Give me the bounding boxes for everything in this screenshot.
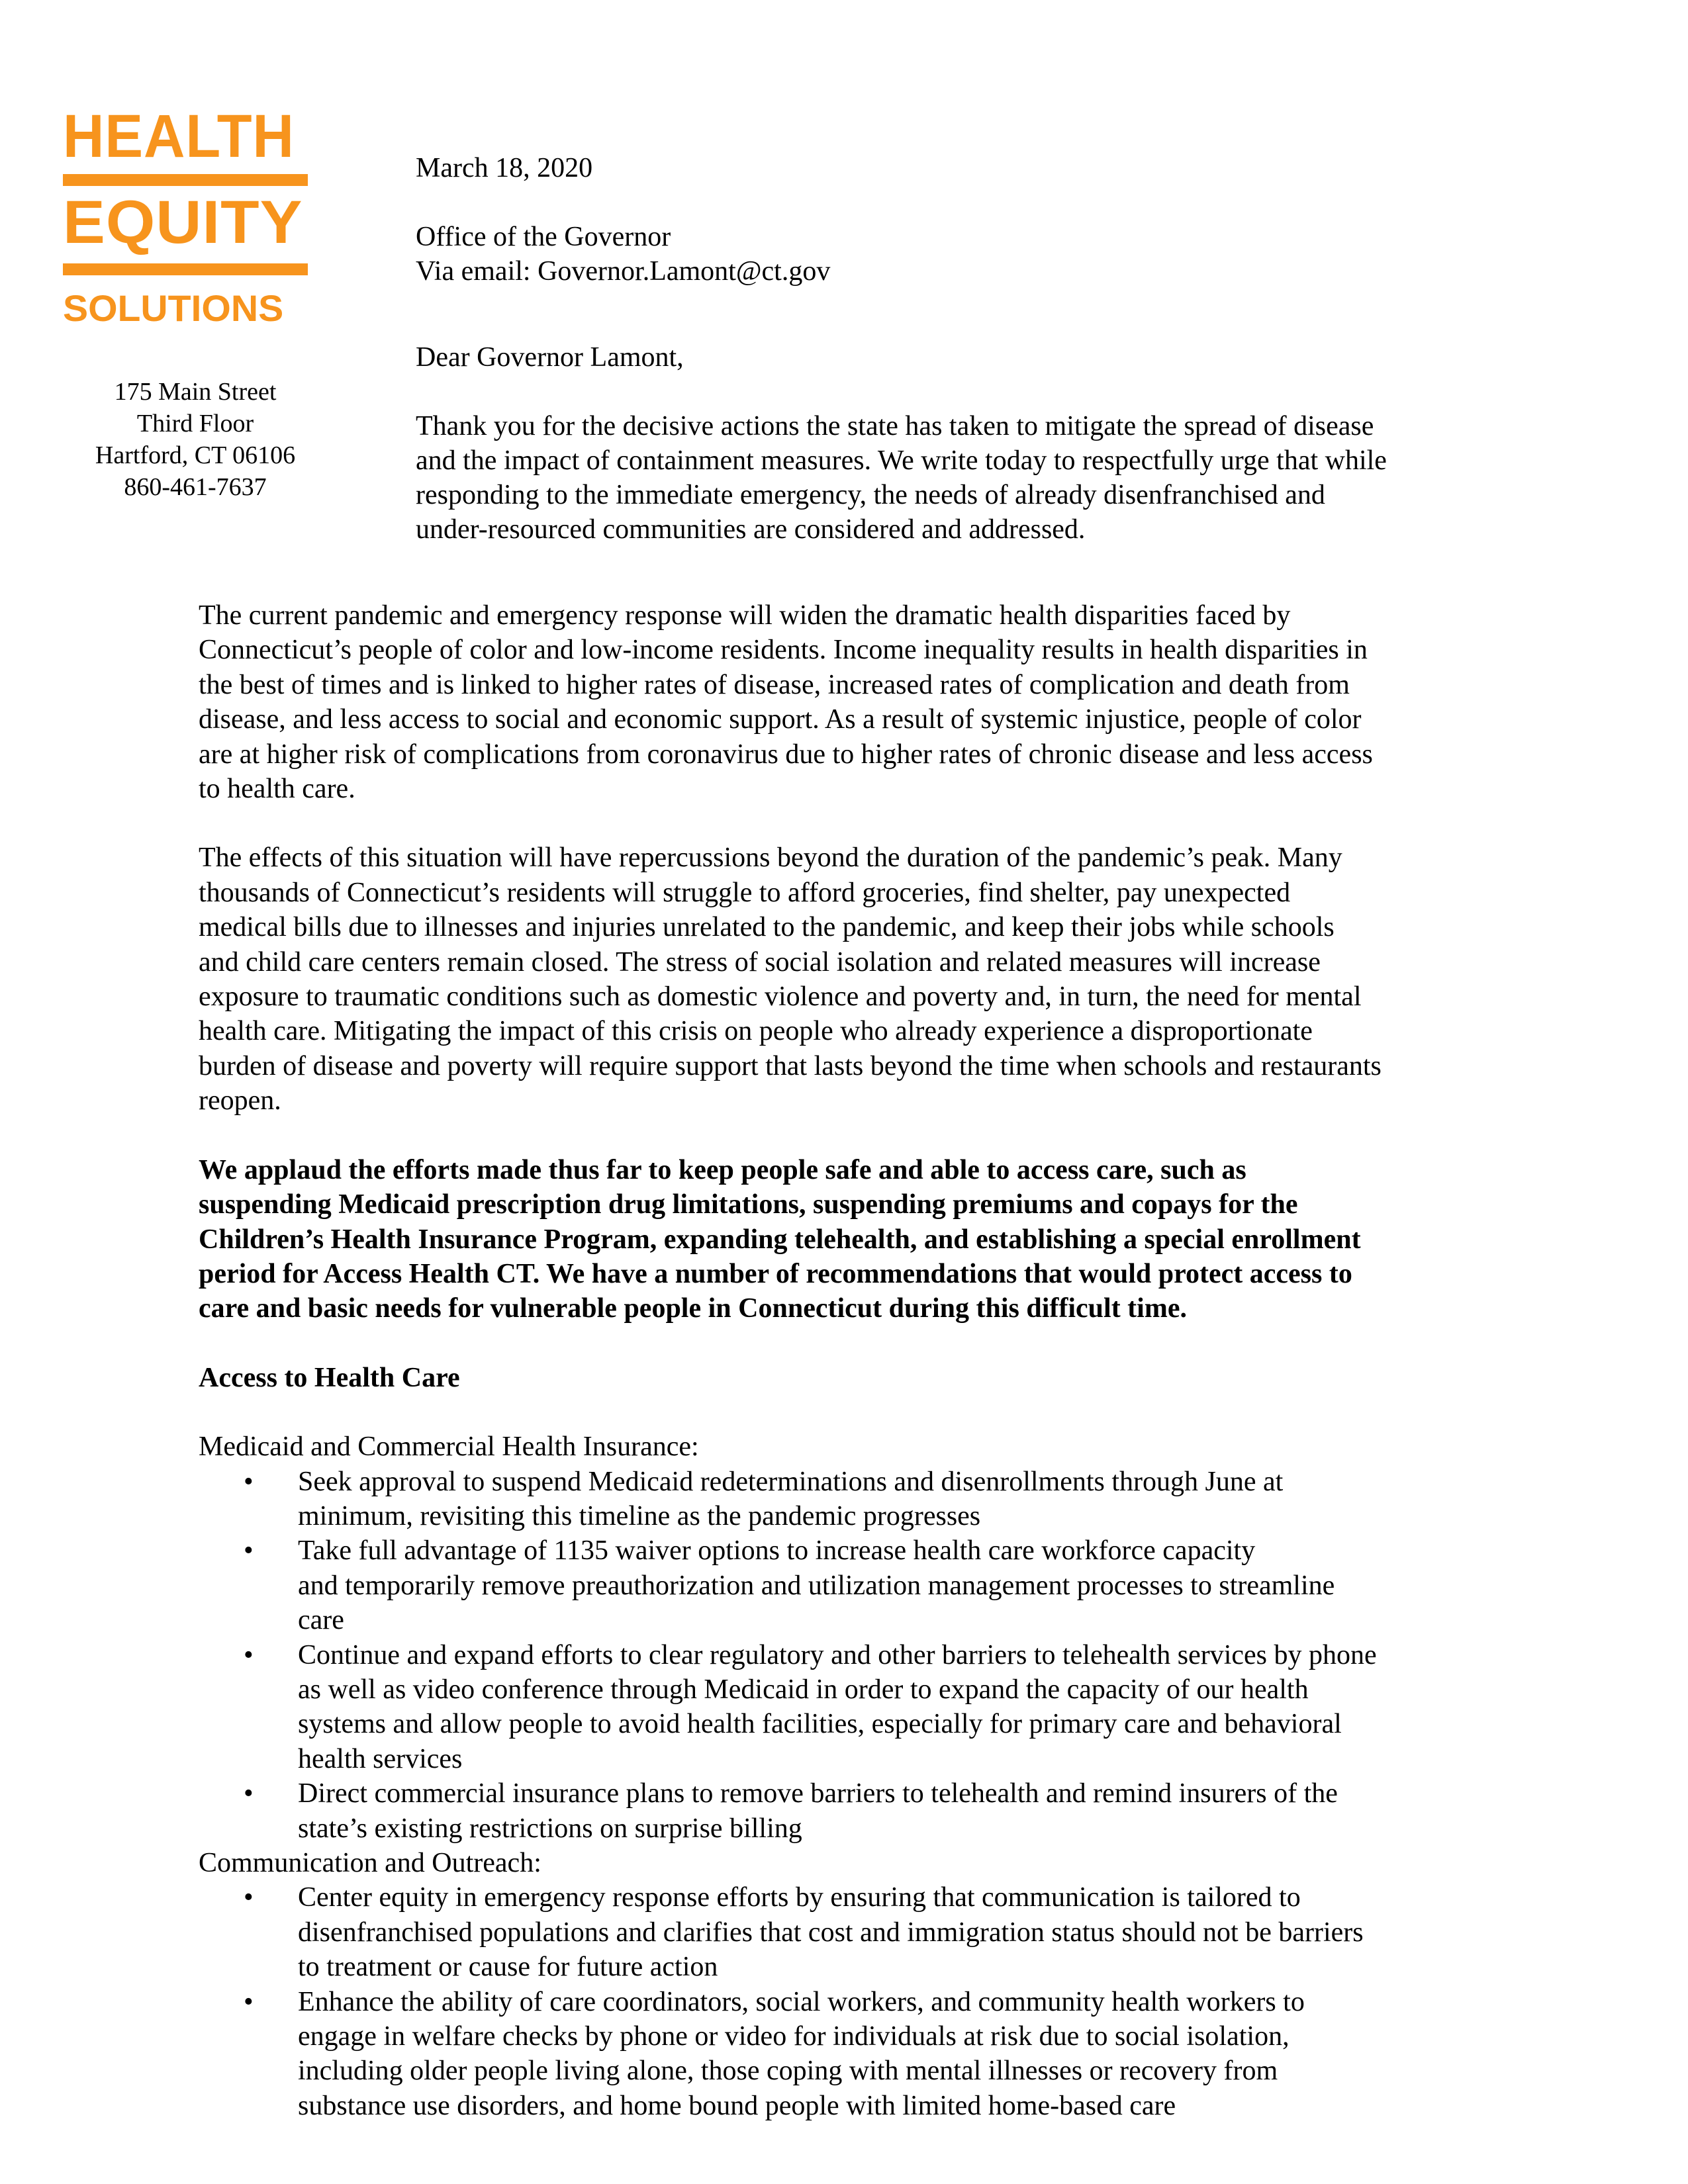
letter-recipient: Office of the Governor: [416, 222, 671, 252]
paragraph-line: under-resourced communities are considered and addressed.: [416, 514, 1086, 545]
list-item-line: Enhance the ability of care coordinators, social workers, and community health workers to: [298, 1986, 1305, 2017]
letter-date: March 18, 2020: [416, 153, 593, 183]
address-phone: 860-461-7637: [124, 473, 267, 501]
list-item-line: disenfranchised populations and clarifies that cost and immigration status should not be barriers: [298, 1917, 1364, 1948]
address-floor: Third Floor: [136, 410, 254, 437]
list-item-line: minimum, revisiting this timeline as the pandemic progresses: [298, 1500, 981, 1531]
paragraph-line: reopen.: [199, 1085, 281, 1116]
paragraph-line: Children’s Health Insurance Program, expanding telehealth, and establishing a special enrollment: [199, 1224, 1361, 1255]
list-item: [199, 1880, 1509, 1984]
outreach-recommendations-list: [199, 1880, 1509, 2123]
insurance-recommendations-list: [199, 1465, 1509, 1846]
bullet-icon: •: [244, 1639, 254, 1670]
disparities-paragraph: [199, 598, 1509, 806]
list-item-line: including older people living alone, those coping with mental illnesses or recovery from: [298, 2056, 1278, 2087]
paragraph-line: to health care.: [199, 774, 355, 805]
logo-word-health: HEALTH: [63, 103, 295, 170]
list-item: [199, 1533, 1509, 1637]
paragraph-line: Thank you for the decisive actions the state has taken to mitigate the spread of disease: [416, 411, 1374, 441]
paragraph-line: We applaud the efforts made thus far to keep people safe and able to access care, such as: [199, 1154, 1246, 1185]
paragraph-line: period for Access Health CT. We have a number of recommendations that would protect access to: [199, 1258, 1352, 1289]
paragraph-line: health care. Mitigating the impact of this crisis on people who already experience a disproportionate: [199, 1016, 1313, 1047]
list-item-line: Take full advantage of 1135 waiver options to increase health care workforce capacity: [298, 1535, 1256, 1567]
list-item: [199, 1985, 1509, 2124]
paragraph-line: are at higher risk of complications from coronavirus due to higher rates of chronic disease and less access: [199, 739, 1373, 770]
letter-header: [416, 151, 1488, 547]
letter-body: [199, 598, 1509, 2123]
paragraph-line: disease, and less access to social and economic support. As a result of systemic injustice, people of color: [199, 704, 1362, 735]
paragraph-line: care and basic needs for vulnerable people in Connecticut during this difficult time.: [199, 1293, 1187, 1324]
logo-divider-bar: [63, 263, 308, 275]
paragraph-line: and child care centers remain closed. The stress of social isolation and related measures will increase: [199, 946, 1321, 978]
list-item-line: state’s existing restrictions on surprise billing: [298, 1813, 802, 1844]
intro-paragraph: [416, 409, 1488, 547]
list-item: [199, 1465, 1509, 1534]
subsection-heading-outreach: Communication and Outreach:: [199, 1848, 541, 1878]
bullet-icon: •: [244, 1882, 254, 1913]
address-city: Hartford, CT 06106: [95, 441, 296, 469]
paragraph-line: Connecticut’s people of color and low-income residents. Income inequality results in health disparities in: [199, 635, 1368, 666]
list-item-line: Continue and expand efforts to clear regulatory and other barriers to telehealth services by phone: [298, 1639, 1377, 1670]
paragraph-line: burden of disease and poverty will require support that lasts beyond the time when schools and restaurants: [199, 1050, 1382, 1081]
paragraph-line: exposure to traumatic conditions such as domestic violence and poverty and, in turn, the need for mental: [199, 981, 1362, 1013]
list-item: [199, 1776, 1509, 1846]
section-heading: Access to Health Care: [199, 1362, 460, 1393]
list-item: [199, 1638, 1509, 1777]
list-item-line: care: [298, 1605, 344, 1636]
organization-logo: [63, 103, 314, 334]
letter-recipient-email: Via email: Governor.Lamont@ct.gov: [416, 256, 831, 287]
list-item-line: engage in welfare checks by phone or video for individuals at risk due to social isolation,: [298, 2021, 1289, 2052]
list-item-line: and temporarily remove preauthorization and utilization management processes to streamline: [298, 1570, 1335, 1601]
logo-divider-bar: [63, 174, 308, 186]
bullet-icon: •: [244, 1986, 254, 2017]
list-item-line: health services: [298, 1743, 463, 1774]
list-item-line: systems and allow people to avoid health facilities, especially for primary care and behavioral: [298, 1709, 1342, 1740]
logo-word-equity: EQUITY: [63, 189, 303, 256]
list-item-line: Direct commercial insurance plans to remove barriers to telehealth and remind insurers of the: [298, 1778, 1338, 1809]
paragraph-line: medical bills due to illnesses and injuries unrelated to the pandemic, and keep their jobs while schools: [199, 912, 1335, 943]
bullet-icon: •: [244, 1535, 254, 1567]
paragraph-line: and the impact of containment measures. We write today to respectfully urge that while: [416, 445, 1387, 476]
subsection-heading-insurance: Medicaid and Commercial Health Insurance:: [199, 1432, 699, 1463]
paragraph-line: thousands of Connecticut’s residents will struggle to afford groceries, find shelter, pay unexpected: [199, 877, 1291, 908]
list-item-line: as well as video conference through Medicaid in order to expand the capacity of our health: [298, 1674, 1309, 1705]
letter-salutation: Dear Governor Lamont,: [416, 342, 684, 373]
bullet-icon: •: [244, 1466, 254, 1497]
repercussions-paragraph: [199, 841, 1509, 1118]
list-item-line: Seek approval to suspend Medicaid redeterminations and disenrollments through June at: [298, 1466, 1284, 1497]
paragraph-line: the best of times and is linked to higher rates of disease, increased rates of complication and death from: [199, 669, 1350, 700]
paragraph-line: The current pandemic and emergency response will widen the dramatic health disparities faced by: [199, 600, 1291, 631]
list-item-line: substance use disorders, and home bound people with limited home-based care: [298, 2090, 1176, 2121]
paragraph-line: responding to the immediate emergency, the needs of already disenfranchised and: [416, 480, 1325, 510]
address-street: 175 Main Street: [114, 378, 277, 406]
logo-word-solutions: SOLUTIONS: [63, 287, 284, 329]
list-item-line: Center equity in emergency response efforts by ensuring that communication is tailored to: [298, 1882, 1301, 1913]
applaud-paragraph: [199, 1153, 1509, 1326]
list-item-line: to treatment or cause for future action: [298, 1952, 718, 1983]
paragraph-line: The effects of this situation will have repercussions beyond the duration of the pandemic’s peak. Many: [199, 842, 1342, 874]
sender-address: [79, 376, 311, 503]
paragraph-line: suspending Medicaid prescription drug limitations, suspending premiums and copays for the: [199, 1189, 1298, 1220]
bullet-icon: •: [244, 1778, 254, 1809]
